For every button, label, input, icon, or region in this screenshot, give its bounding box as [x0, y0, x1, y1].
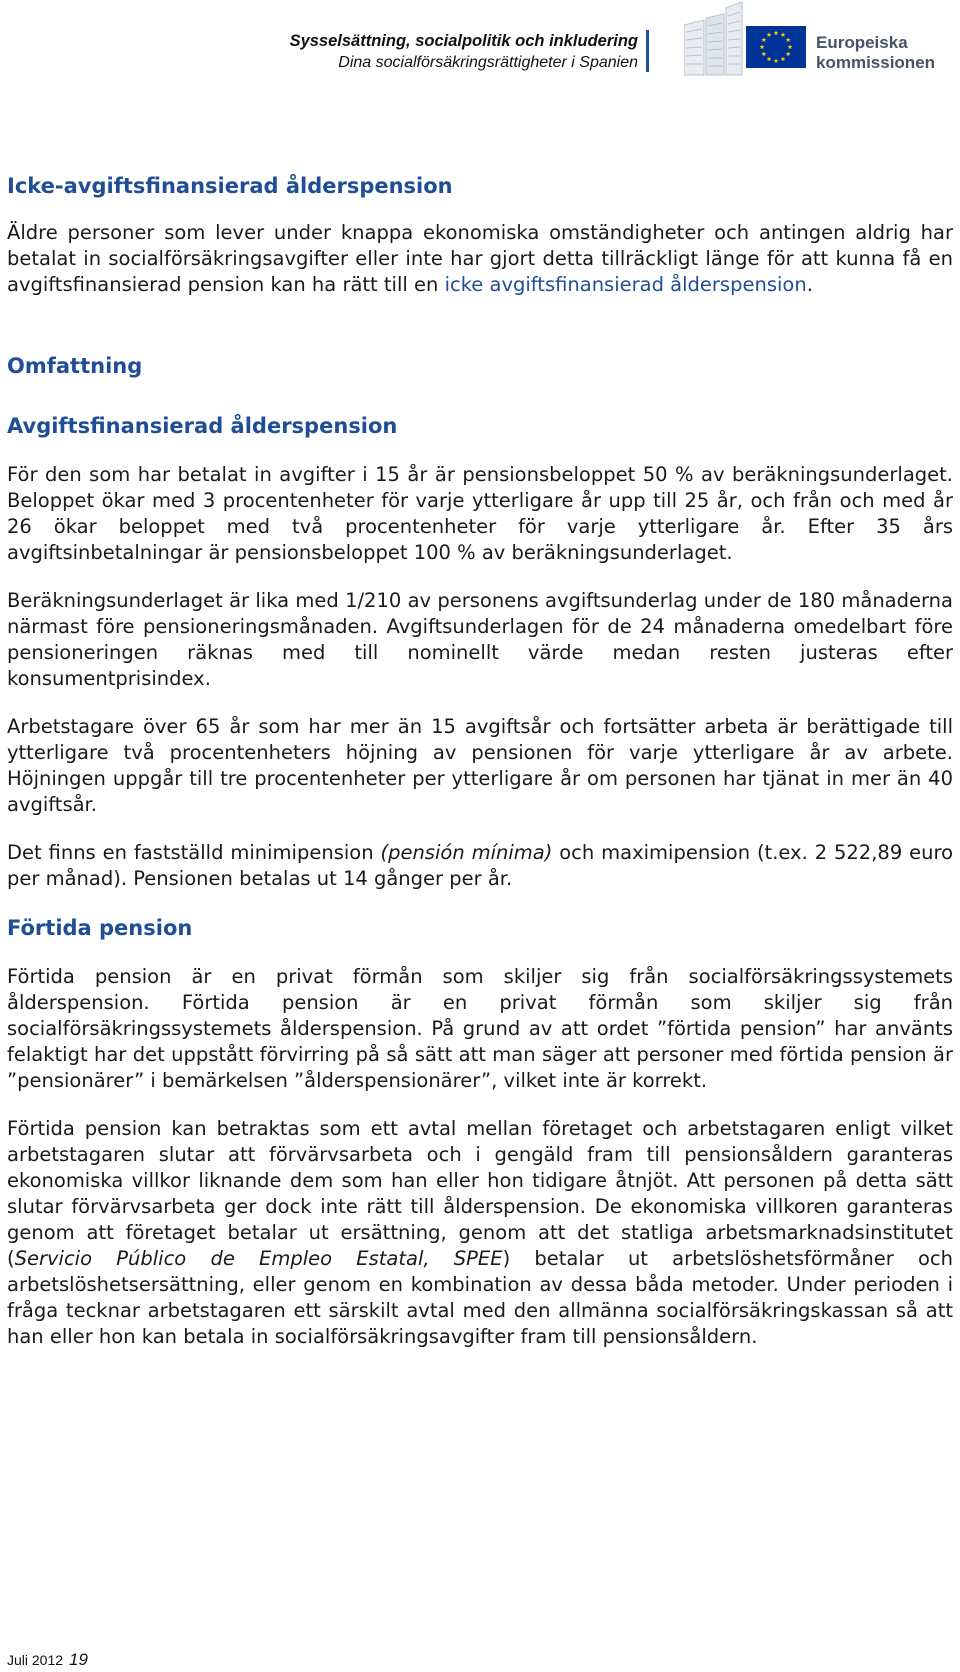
text-span: . — [806, 273, 813, 296]
italic-term: (pensión mínima) — [380, 841, 553, 864]
paragraph-noncontrib — [7, 220, 953, 298]
paragraph-contrib-4 — [7, 840, 953, 892]
paragraph-contrib-3: Arbetstagare över 65 år som har mer än 15 avgiftsår och fortsätter arbeta är berättigade till ytterligare två procentenheters höjning av pensionen för varje ytterligare år av arbete. Höjningen uppgår till tre procentenheter per ytterligare år om personen har tjänat in mer än 40 avgiftsår. — [7, 715, 953, 816]
logo-text-1: Europeiska — [816, 33, 908, 52]
italic-term: Servicio Público de Empleo Estatal, SPEE — [14, 1247, 503, 1270]
section-heading-scope: Omfattning — [7, 354, 143, 378]
paragraph-early-1: Förtida pension är en privat förmån som skiljer sig från socialförsäkringssystemets ålderspension. Förtida pension är en privat förmån som skiljer sig från socialförsäkringssystemets ålderspension. På grund av att ordet ”förtida pension” har använts felaktigt har det uppstått förvirring på så sätt att man säger att personer med förtida pension är ”pensionärer” i bemärkelsen ”ålderspensionärer”, vilket inte är korrekt. — [7, 965, 953, 1092]
link-noncontrib-pension[interactable]: icke avgiftsfinansierad ålderspension — [444, 273, 807, 296]
text-span: Det finns en fastställd minimipension — [7, 841, 381, 864]
text-span: Äldre personer som lever under knappa ekonomiska omständigheter och antingen aldrig har betalat in socialförsäkringsavgifter eller inte har gjort detta tillräckligt länge för att kunna få en avgiftsfinansierad pension kan ha rätt till en — [7, 221, 953, 296]
paragraph-early-2 — [7, 1116, 953, 1350]
footer-date: Juli 2012 — [7, 1652, 64, 1668]
european-commission-logo — [684, 0, 956, 82]
paragraph-contrib-1: För den som har betalat in avgifter i 15 år är pensionsbeloppet 50 % av beräkningsunderlaget. Beloppet ökar med 3 procentenheter för varje ytterligare år upp till 25 år, och från och med år 26 ökar beloppet med två procentenheter för varje ytterligare år. Efter 35 års avgiftsinbetalningar är pensionsbeloppet 100 % av beräkningsunderlaget. — [7, 463, 953, 564]
header-department: Sysselsättning, socialpolitik och inkludering — [289, 32, 638, 50]
section-heading-early: Förtida pension — [7, 916, 193, 940]
berlaymont-building-icon — [684, 2, 742, 75]
paragraph-contrib-2: Beräkningsunderlaget är lika med 1/210 av personens avgiftsunderlag under de 180 månaderna närmast före pensioneringsmånaden. Avgiftsunderlagen för de 24 månaderna omedelbart före pensioneringen räknas med till nominellt värde medan resten justeras efter konsumentprisindex. — [7, 589, 953, 690]
document-body — [7, 172, 953, 1350]
header-guide-title: Dina socialförsäkringsrättigheter i Spanien — [338, 54, 638, 71]
text-span: Förtida pension kan betraktas som ett avtal mellan företaget och arbetstagaren enligt vilket arbetstagaren slutar att förvärvsarbeta och i gengäld fram till pensionsåldern garanteras ekonomiska villkor liknande dem som han eller hon tidigare åtnjöt. Att personen på detta sätt slutar förvärvsarbeta ger dock inte rätt till ålderspension. De ekonomiska villkoren garanteras genom att företaget betalar ut ersättning, genom att det statliga arbetsmarknadsinstitutet ( — [7, 1117, 953, 1270]
logo-text-2: kommissionen — [816, 53, 936, 72]
section-heading-contrib: Avgiftsfinansierad ålderspension — [7, 414, 398, 438]
section-heading-noncontrib: Icke-avgiftsfinansierad ålderspension — [7, 174, 453, 198]
text-span: och maximipension (t.ex. 2 522,89 euro per månad). Pensionen betalas ut 14 gånger per år. — [7, 841, 953, 890]
header-divider — [646, 30, 649, 72]
page-number: 19 — [69, 1650, 88, 1669]
text-span: ) betalar ut arbetslöshetsförmåner och arbetslöshetsersättning, eller genom en kombination av dessa båda metoder. Under perioden i fråga tecknar arbetstagaren ett särskilt avtal med den allmänna socialförsäkringskassan så att han eller hon kan betala in socialförsäkringsavgifter fram till pensionsåldern. — [7, 1247, 953, 1348]
page-footer — [7, 1650, 88, 1670]
eu-flag-icon — [746, 26, 806, 68]
header-text — [290, 31, 638, 73]
page-header — [0, 0, 960, 90]
